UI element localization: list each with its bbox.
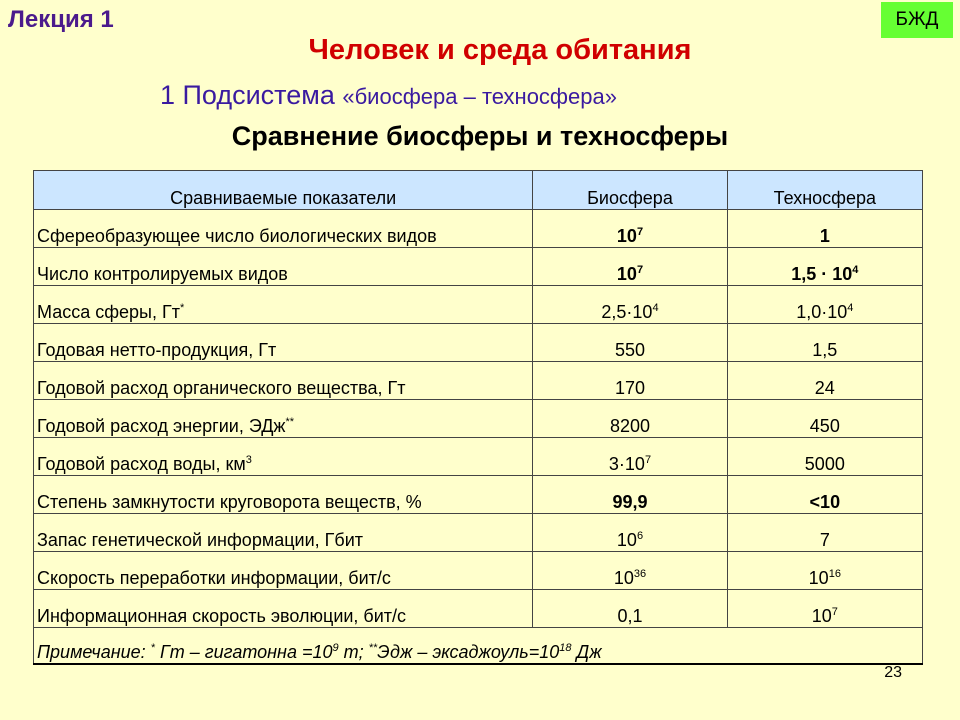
lecture-label: Лекция 1: [8, 6, 114, 33]
comparison-table: [33, 170, 923, 665]
note-text: т;: [338, 642, 369, 662]
row-technosphere-value-text: 1: [819, 226, 830, 246]
row-indicator-name-text: Сфереобразующее число биологических видов: [37, 226, 437, 246]
row-biosphere-value-text: 10: [613, 568, 634, 588]
row-indicator-name: [34, 438, 533, 476]
note-row: [34, 628, 923, 665]
row-technosphere-value-text: 24: [814, 378, 835, 398]
subtitle-prefix: 1 Подсистема: [160, 80, 343, 110]
row-technosphere-value: [727, 210, 922, 248]
row-technosphere-value-superscript: 16: [828, 568, 841, 580]
row-biosphere-value: [533, 438, 727, 476]
row-biosphere-value-superscript: 7: [636, 226, 644, 238]
row-technosphere-value: [727, 286, 922, 324]
row-biosphere-value: [533, 552, 727, 590]
row-indicator-name-text: Масса сферы, Гт: [37, 302, 180, 322]
row-indicator-name: [34, 552, 533, 590]
row-technosphere-value-superscript: 7: [831, 606, 838, 618]
row-technosphere-value-text: <10: [809, 492, 841, 512]
row-technosphere-value-text: 450: [809, 416, 840, 436]
row-technosphere-value-superscript: 4: [847, 302, 854, 314]
page-number: 23: [884, 664, 902, 681]
table-row: [34, 324, 923, 362]
table-row: [34, 590, 923, 628]
subtitle-quoted: «биосфера – техносфера»: [342, 84, 617, 109]
row-technosphere-value-text: 1,0·10: [796, 302, 848, 322]
row-technosphere-value-text: 10: [811, 606, 832, 626]
table-row: [34, 476, 923, 514]
row-indicator-name-text: Годовой расход воды, км: [37, 454, 246, 474]
row-biosphere-value: [533, 400, 727, 438]
table-heading: Сравнение биосферы и техносферы: [231, 121, 729, 151]
row-biosphere-value-superscript: 6: [636, 530, 644, 542]
row-biosphere-value-superscript: 7: [644, 454, 652, 466]
row-indicator-name-superscript: *: [179, 302, 185, 314]
row-technosphere-value-text: 7: [819, 530, 830, 550]
row-technosphere-value: [727, 362, 922, 400]
row-biosphere-value: [533, 514, 727, 552]
row-indicator-name: [34, 590, 533, 628]
row-biosphere-value-text: 2,5·10: [601, 302, 653, 322]
row-indicator-name-superscript: **: [285, 416, 294, 428]
note-sup: 9: [332, 642, 339, 654]
row-technosphere-value: [727, 324, 922, 362]
row-biosphere-value-text: 10: [616, 530, 637, 550]
note-sup: 18: [559, 642, 572, 654]
table-row: [34, 286, 923, 324]
row-technosphere-value: [727, 248, 922, 286]
table-note: [34, 628, 923, 665]
row-biosphere-value-superscript: 7: [636, 264, 644, 276]
row-biosphere-value: [533, 476, 727, 514]
row-indicator-name-text: Запас генетической информации, Гбит: [37, 530, 363, 550]
row-biosphere-value: [533, 590, 727, 628]
note-label: Примечание:: [37, 642, 151, 662]
table-row: [34, 552, 923, 590]
header-biosphere: Биосфера: [533, 171, 727, 210]
note-sup: *: [150, 642, 155, 654]
row-biosphere-value-text: 8200: [609, 416, 650, 436]
note-text: Дж: [571, 642, 602, 662]
row-biosphere-value-text: 99,9: [612, 492, 648, 512]
row-technosphere-value-text: 5000: [804, 454, 845, 474]
row-biosphere-value-text: 0,1: [617, 606, 643, 626]
row-indicator-name-superscript: 3: [245, 454, 252, 466]
header-technosphere: Техносфера: [727, 171, 922, 210]
row-indicator-name: [34, 248, 533, 286]
row-biosphere-value: [533, 362, 727, 400]
table-row: [34, 248, 923, 286]
row-indicator-name: [34, 400, 533, 438]
row-indicator-name: [34, 362, 533, 400]
row-technosphere-value-text: 1,5 · 10: [791, 264, 853, 284]
row-indicator-name: [34, 324, 533, 362]
row-technosphere-value: [727, 438, 922, 476]
row-technosphere-value: [727, 590, 922, 628]
header-indicators: Сравниваемые показатели: [34, 171, 533, 210]
row-biosphere-value: [533, 248, 727, 286]
row-biosphere-value-text: 10: [616, 264, 637, 284]
row-technosphere-value: [727, 400, 922, 438]
row-technosphere-value: [727, 476, 922, 514]
table-row: [34, 514, 923, 552]
table-row: [34, 438, 923, 476]
row-indicator-name: [34, 286, 533, 324]
row-indicator-name-text: Скорость переработки информации, бит/с: [37, 568, 391, 588]
row-technosphere-value-text: 1,5: [812, 340, 838, 360]
row-indicator-name: [34, 210, 533, 248]
table-header-row: [34, 171, 923, 210]
row-biosphere-value-text: 550: [614, 340, 645, 360]
row-technosphere-value-superscript: 4: [852, 264, 859, 276]
row-biosphere-value-text: 3·10: [608, 454, 645, 474]
row-biosphere-value: [533, 210, 727, 248]
row-indicator-name-text: Число контролируемых видов: [37, 264, 288, 284]
row-indicator-name-text: Годовой расход энергии, ЭДж: [37, 416, 286, 436]
row-technosphere-value: [727, 514, 922, 552]
row-biosphere-value: [533, 324, 727, 362]
row-biosphere-value: [533, 286, 727, 324]
table-row: [34, 400, 923, 438]
row-biosphere-value-text: 170: [614, 378, 645, 398]
row-indicator-name-text: Годовая нетто-продукция, Гт: [37, 340, 277, 360]
note-sup: **: [368, 642, 378, 654]
note-text: Эдж – эксаджоуль=10: [377, 642, 560, 662]
slide-title: Человек и среда обитания: [308, 34, 692, 66]
row-indicator-name: [34, 476, 533, 514]
row-biosphere-value-superscript: 36: [633, 568, 647, 580]
row-technosphere-value: [727, 552, 922, 590]
table-row: [34, 210, 923, 248]
row-indicator-name-text: Годовой расход органического вещества, Гт: [37, 378, 406, 398]
row-technosphere-value-text: 10: [808, 568, 829, 588]
row-indicator-name: [34, 514, 533, 552]
slide-subtitle: [160, 80, 617, 111]
row-biosphere-value-text: 10: [616, 226, 637, 246]
course-badge: БЖД: [881, 2, 953, 38]
note-text: Гт – гигатонна =10: [154, 642, 333, 662]
row-indicator-name-text: Степень замкнутости круговорота веществ, %: [37, 492, 422, 512]
table-row: [34, 362, 923, 400]
row-biosphere-value-superscript: 4: [652, 302, 659, 314]
row-indicator-name-text: Информационная скорость эволюции, бит/с: [37, 606, 407, 626]
